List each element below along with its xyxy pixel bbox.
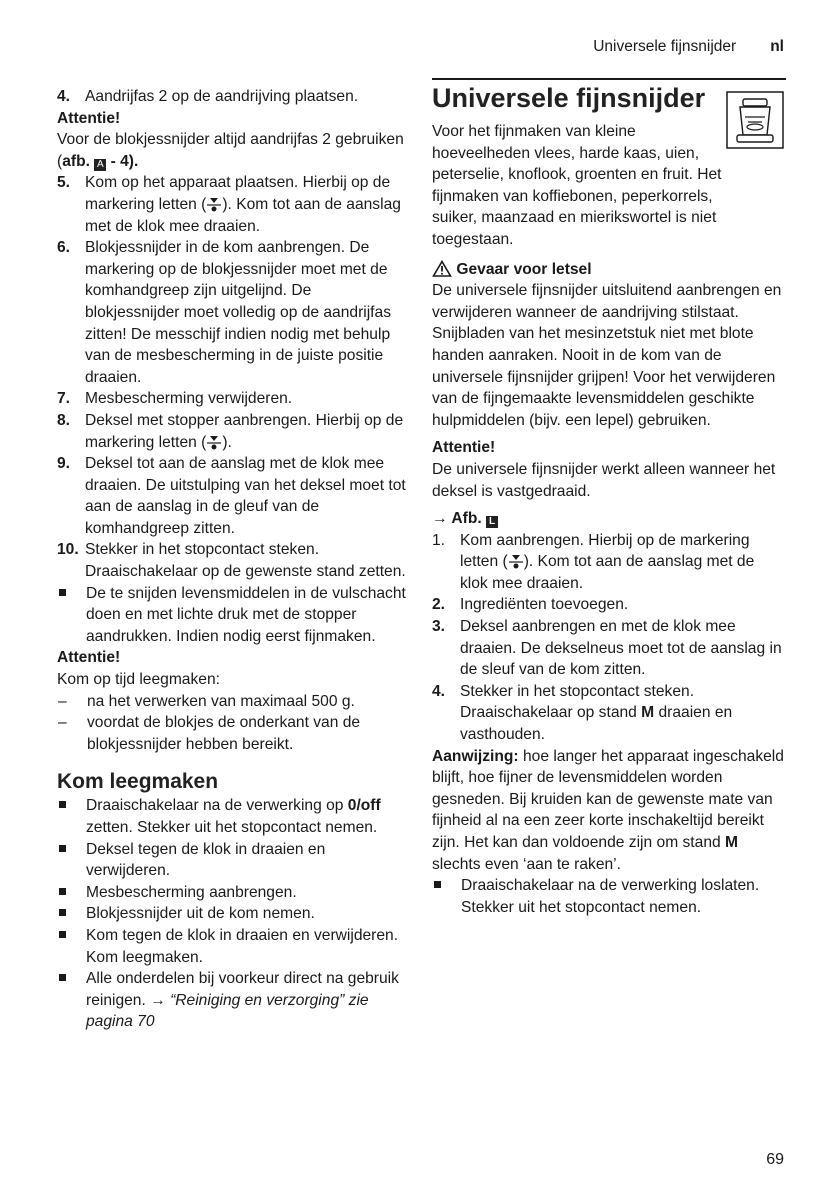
step-1: 1. Kom aanbrengen. Hierbij op de markering letten ( ). Kom tot aan de aanslag met de klok mee draaien. (432, 531, 755, 592)
list-item: Blokjessnijder uit de kom nemen. (57, 903, 407, 925)
figure-reference: → Afb. L (432, 508, 784, 530)
step-6: 6. Blokjessnijder in de kom aanbrengen. De markering op de blokjessnijder moet met de komhandgreep zijn uitgelijnd. De blokjessnijder moet volledig op de aandrijfas zitten! De messchijf indien nodig met behulp van de mesbescherming in de juiste positie draaien. (57, 239, 391, 386)
page-header (593, 38, 784, 56)
step-9: 9. Deksel tot aan de aanslag met de klok mee draaien. De uitstulping van het deksel moet tot aan de aanslag in de gleuf van de komhandgreep zitten. (57, 455, 406, 537)
list-item: Draaischakelaar na de verwerking loslaten. Stekker uit het stopcontact nemen. (432, 875, 784, 918)
list-item: – voordat de blokjes de onderkant van de blokjessnijder hebben bereikt. (58, 714, 361, 753)
warning-heading: Gevaar voor letsel (432, 259, 784, 281)
figure-a-icon: A (94, 159, 106, 171)
bullet-icon (59, 888, 66, 895)
figure-l-icon: L (486, 516, 498, 528)
attentie-label: Attentie! (57, 109, 121, 127)
bullet-icon (59, 801, 66, 808)
intro-text: Voor het fijnmaken van kleine hoeveelheden vlees, harde kaas, uien, peterselie, knoflook, groenten en fruit. Het fijnmaken van koffiebonen, peperkorrels, suiker, maanzaad en mierikswortel is niet toegestaan. (432, 123, 722, 248)
alignment-marker-icon (206, 434, 222, 450)
attentie-text: De universele fijnsnijder werkt alleen wanneer het deksel is vastgedraaid. (432, 460, 776, 500)
tip-text: Aanwijzing: hoe langer het apparaat ingeschakeld blijft, hoe fijner de levensmiddelen worden gesneden. Bij kruiden kan de gewenste mate van fijnheid al na een zeer korte inschakeltijd bereikt zijn. Het kan dan voldoende zijn om stand M slechts even ‘aan te raken’. (432, 747, 784, 873)
attentie-text: Kom op tijd leegmaken: (57, 671, 220, 689)
step-5: 5. Kom op het apparaat plaatsen. Hierbij op de markering letten ( ). Kom tot aan de aanslag met de klok mee draaien. (57, 174, 401, 235)
arrow-right-icon: → (150, 991, 166, 1009)
bullet-icon (434, 881, 441, 888)
list-item: Mesbescherming aanbrengen. (57, 882, 407, 904)
bullet-icon (59, 845, 66, 852)
list-item: Kom tegen de klok in draaien en verwijderen. Kom leegmaken. (57, 925, 407, 968)
bullet-icon (59, 909, 66, 916)
section-title: Universele fijnsnijder (432, 83, 706, 113)
bullet-icon (59, 931, 66, 938)
attentie-label: Attentie! (57, 649, 121, 667)
alignment-marker-icon (206, 196, 222, 212)
alignment-marker-icon (508, 553, 524, 569)
step-7: 7. Mesbescherming verwijderen. (57, 390, 293, 408)
warning-triangle-icon (432, 260, 452, 277)
bullet-icon (59, 974, 66, 981)
list-item: De te snijden levensmiddelen in de vulschacht doen en met lichte druk met de stopper aandrukken. Indien nodig eerst fijnmaken. (57, 583, 407, 648)
left-column (57, 86, 407, 1033)
step-4: 4. Aandrijfas 2 op de aandrijving plaatsen. (57, 88, 359, 105)
step-2: 2. Ingrediënten toevoegen. (432, 596, 629, 614)
bullet-icon (59, 589, 66, 596)
step-4: 4. Stekker in het stopcontact steken. Draaischakelaar op stand M draaien en vasthouden. (432, 682, 733, 744)
section-rule (432, 78, 786, 80)
header-title: Universele fijnsnijder (593, 38, 737, 55)
section-title-kom-leegmaken: Kom leegmaken (57, 770, 219, 794)
step-10: 10. Stekker in het stopcontact steken. Draaischakelaar op de gewenste stand zetten. (57, 541, 406, 581)
universal-chopper-icon (726, 91, 784, 149)
right-column (432, 83, 784, 918)
warning-text: De universele fijnsnijder uitsluitend aanbrengen en verwijderen wanneer de aandrijving stilstaat. Snijbladen van het mesinzetstuk niet met blote handen aanraken. Nooit in de kom van de universele fijnsnijder grijpen! Voor het verwijderen van de fijngemaakte levensmiddelen geschikte hulpmiddelen (bijv. een lepel) gebruiken. (432, 282, 782, 429)
step-8: 8. Deksel met stopper aanbrengen. Hierbij op de markering letten ( ). (57, 411, 404, 451)
page-number: 69 (766, 1151, 784, 1168)
arrow-right-icon: → (432, 510, 448, 528)
list-item: Alle onderdelen bij voorkeur direct na gebruik reinigen. → “Reiniging en verzorging” zie pagina 70 (57, 968, 407, 1033)
list-item: Draaischakelaar na de verwerking op 0/off zetten. Stekker uit het stopcontact nemen. (57, 795, 407, 838)
cross-reference: “Reiniging en verzorging” zie pagina 70 (86, 991, 369, 1031)
header-language: nl (770, 38, 784, 55)
list-item: – na het verwerken van maximaal 500 g. (58, 692, 355, 710)
attentie-label: Attentie! (432, 439, 496, 457)
attentie-text: Voor de blokjessnijder altijd aandrijfas 2 gebruiken (afb. A - 4). (57, 131, 404, 170)
step-3: 3. Deksel aanbrengen en met de klok mee draaien. De dekselneus moet tot de aanslag in de sleuf van de kom zitten. (432, 618, 782, 679)
list-item: Deksel tegen de klok in draaien en verwijderen. (57, 839, 407, 882)
